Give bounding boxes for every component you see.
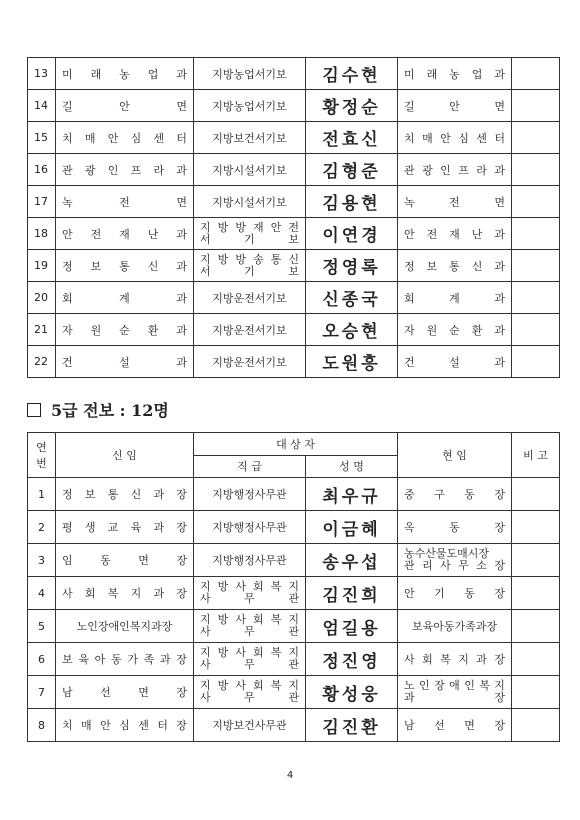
note-cell bbox=[512, 478, 560, 511]
person-name: 신종국 bbox=[306, 282, 398, 314]
row-number: 16 bbox=[28, 154, 56, 186]
rank bbox=[194, 218, 306, 250]
header-target: 대 상 자 bbox=[194, 433, 398, 456]
note-cell bbox=[512, 577, 560, 610]
table-row bbox=[28, 643, 560, 676]
current-post: 중 구 동 장 bbox=[398, 478, 512, 511]
rank-line-1: 지 방 방 송 통 신 bbox=[200, 252, 299, 266]
rank-line-2: 서 기 보 bbox=[200, 264, 299, 278]
rank-line-2: 사 무 관 bbox=[200, 658, 299, 671]
person-name: 이금혜 bbox=[306, 511, 398, 544]
person-name: 이연경 bbox=[306, 218, 398, 250]
current-post: 관 광 인 프 라 과 bbox=[56, 154, 194, 186]
checkbox-square-icon bbox=[27, 403, 41, 417]
table-row bbox=[28, 478, 560, 511]
note-cell bbox=[512, 250, 560, 282]
row-number: 17 bbox=[28, 186, 56, 218]
note-cell bbox=[512, 122, 560, 154]
row-number: 1 bbox=[28, 478, 56, 511]
row-number: 8 bbox=[28, 709, 56, 742]
rank: 지방농업서기보 bbox=[194, 90, 306, 122]
rank: 지방농업서기보 bbox=[194, 58, 306, 90]
new-post: 건 설 과 bbox=[398, 346, 512, 378]
note-cell bbox=[512, 90, 560, 122]
person-name: 김용현 bbox=[306, 186, 398, 218]
note-cell bbox=[512, 676, 560, 709]
table-row bbox=[28, 122, 560, 154]
rank-line-1: 지 방 사 회 복 지 bbox=[200, 679, 299, 692]
current-post: 건 설 과 bbox=[56, 346, 194, 378]
new-post: 길 안 면 bbox=[398, 90, 512, 122]
section-title bbox=[27, 398, 169, 421]
current-post: 녹 전 면 bbox=[56, 186, 194, 218]
rank: 지방보건사무관 bbox=[194, 709, 306, 742]
person-name: 오승현 bbox=[306, 314, 398, 346]
new-post: 정 보 통 신 과 장 bbox=[56, 478, 194, 511]
row-number: 7 bbox=[28, 676, 56, 709]
rank bbox=[194, 643, 306, 676]
row-number: 21 bbox=[28, 314, 56, 346]
new-post: 안 전 재 난 과 bbox=[398, 218, 512, 250]
rank bbox=[194, 577, 306, 610]
note-cell bbox=[512, 544, 560, 577]
new-post: 치 매 안 심 센 터 장 bbox=[56, 709, 194, 742]
row-number: 14 bbox=[28, 90, 56, 122]
rank-line-1: 지 방 방 재 안 전 bbox=[200, 220, 299, 234]
table-row bbox=[28, 314, 560, 346]
row-number: 13 bbox=[28, 58, 56, 90]
current-post: 길 안 면 bbox=[56, 90, 194, 122]
current-post-line-1: 노 인 장 애 인 복 지 bbox=[404, 679, 505, 692]
note-cell bbox=[512, 186, 560, 218]
note-cell bbox=[512, 218, 560, 250]
person-name: 황성웅 bbox=[306, 676, 398, 709]
rank bbox=[194, 610, 306, 643]
row-number: 20 bbox=[28, 282, 56, 314]
page-number: 4 bbox=[286, 770, 294, 781]
note-cell bbox=[512, 643, 560, 676]
current-post: 자 원 순 환 과 bbox=[56, 314, 194, 346]
new-post: 평 생 교 육 과 장 bbox=[56, 511, 194, 544]
new-post: 미 래 농 업 과 bbox=[398, 58, 512, 90]
new-post: 사 회 복 지 과 장 bbox=[56, 577, 194, 610]
rank: 지방시설서기보 bbox=[194, 154, 306, 186]
new-post: 자 원 순 환 과 bbox=[398, 314, 512, 346]
section-title-text: 5급 전보 : 12명 bbox=[51, 401, 169, 420]
rank: 지방운전서기보 bbox=[194, 314, 306, 346]
person-name: 김진희 bbox=[306, 577, 398, 610]
rank: 지방행정사무관 bbox=[194, 511, 306, 544]
header-name: 성 명 bbox=[306, 455, 398, 478]
person-name: 전효신 bbox=[306, 122, 398, 154]
rank: 지방행정사무관 bbox=[194, 544, 306, 577]
rank: 지방운전서기보 bbox=[194, 282, 306, 314]
new-post: 보 육 아 동 가 족 과 장 bbox=[56, 643, 194, 676]
current-post: 옥 동 장 bbox=[398, 511, 512, 544]
rank-line-1: 지 방 사 회 복 지 bbox=[200, 613, 299, 626]
table-row bbox=[28, 577, 560, 610]
note-cell bbox=[512, 709, 560, 742]
table-header-row bbox=[28, 433, 560, 456]
current-post: 미 래 농 업 과 bbox=[56, 58, 194, 90]
person-name: 김형준 bbox=[306, 154, 398, 186]
rank: 지방보건서기보 bbox=[194, 122, 306, 154]
table-row bbox=[28, 154, 560, 186]
note-cell bbox=[512, 511, 560, 544]
table-row bbox=[28, 90, 560, 122]
table-row bbox=[28, 250, 560, 282]
rank: 지방운전서기보 bbox=[194, 346, 306, 378]
table-row bbox=[28, 186, 560, 218]
header-current: 현 임 bbox=[398, 433, 512, 478]
transfer-table-6th-grade bbox=[27, 57, 560, 378]
new-post: 노인장애인복지과장 bbox=[56, 610, 194, 643]
current-post: 사 회 복 지 과 장 bbox=[398, 643, 512, 676]
current-post-line-2: 관 리 사 무 소 장 bbox=[404, 559, 505, 572]
person-name: 정영록 bbox=[306, 250, 398, 282]
person-name: 정진영 bbox=[306, 643, 398, 676]
row-number: 3 bbox=[28, 544, 56, 577]
new-post: 치 매 안 심 센 터 bbox=[398, 122, 512, 154]
person-name: 김진환 bbox=[306, 709, 398, 742]
person-name: 엄길용 bbox=[306, 610, 398, 643]
row-number: 19 bbox=[28, 250, 56, 282]
row-number: 5 bbox=[28, 610, 56, 643]
note-cell bbox=[512, 282, 560, 314]
row-number: 15 bbox=[28, 122, 56, 154]
note-cell bbox=[512, 346, 560, 378]
rank-line-1: 지 방 사 회 복 지 bbox=[200, 580, 299, 593]
current-post: 회 계 과 bbox=[56, 282, 194, 314]
new-post: 임 동 면 장 bbox=[56, 544, 194, 577]
note-cell bbox=[512, 154, 560, 186]
header-new-post: 신 임 bbox=[56, 433, 194, 478]
current-post bbox=[398, 544, 512, 577]
table-row bbox=[28, 709, 560, 742]
current-post-line-1: 농수산물도매시장 bbox=[404, 547, 490, 560]
header-no: 연번 bbox=[28, 433, 56, 478]
rank bbox=[194, 250, 306, 282]
row-number: 4 bbox=[28, 577, 56, 610]
note-cell bbox=[512, 58, 560, 90]
row-number: 2 bbox=[28, 511, 56, 544]
rank: 지방행정사무관 bbox=[194, 478, 306, 511]
note-cell bbox=[512, 314, 560, 346]
current-post-line-2: 과 장 bbox=[404, 691, 505, 704]
table-row bbox=[28, 676, 560, 709]
new-post: 녹 전 면 bbox=[398, 186, 512, 218]
rank bbox=[194, 676, 306, 709]
note-cell bbox=[512, 610, 560, 643]
rank: 지방시설서기보 bbox=[194, 186, 306, 218]
table-row bbox=[28, 610, 560, 643]
current-post: 안 전 재 난 과 bbox=[56, 218, 194, 250]
new-post: 회 계 과 bbox=[398, 282, 512, 314]
current-post: 남 선 면 장 bbox=[398, 709, 512, 742]
new-post: 정 보 통 신 과 bbox=[398, 250, 512, 282]
current-post: 안 기 동 장 bbox=[398, 577, 512, 610]
rank-line-2: 사 무 관 bbox=[200, 625, 299, 638]
row-number: 22 bbox=[28, 346, 56, 378]
rank-line-2: 사 무 관 bbox=[200, 592, 299, 605]
table-row bbox=[28, 346, 560, 378]
rank-line-2: 서 기 보 bbox=[200, 232, 299, 246]
header-note: 비 고 bbox=[512, 433, 560, 478]
current-post: 보육아동가족과장 bbox=[398, 610, 512, 643]
header-rank: 직 급 bbox=[194, 455, 306, 478]
row-number: 6 bbox=[28, 643, 56, 676]
person-name: 도원흥 bbox=[306, 346, 398, 378]
table-row bbox=[28, 282, 560, 314]
rank-line-2: 사 무 관 bbox=[200, 691, 299, 704]
transfer-table-5th-grade bbox=[27, 432, 560, 742]
current-post bbox=[398, 676, 512, 709]
rank-line-1: 지 방 사 회 복 지 bbox=[200, 646, 299, 659]
new-post: 관 광 인 프 라 과 bbox=[398, 154, 512, 186]
person-name: 김수현 bbox=[306, 58, 398, 90]
person-name: 송우섭 bbox=[306, 544, 398, 577]
current-post: 정 보 통 신 과 bbox=[56, 250, 194, 282]
table-row bbox=[28, 218, 560, 250]
current-post: 치 매 안 심 센 터 bbox=[56, 122, 194, 154]
person-name: 최우규 bbox=[306, 478, 398, 511]
row-number: 18 bbox=[28, 218, 56, 250]
table-row bbox=[28, 511, 560, 544]
table-row bbox=[28, 58, 560, 90]
new-post: 남 선 면 장 bbox=[56, 676, 194, 709]
person-name: 황정순 bbox=[306, 90, 398, 122]
table-row bbox=[28, 544, 560, 577]
